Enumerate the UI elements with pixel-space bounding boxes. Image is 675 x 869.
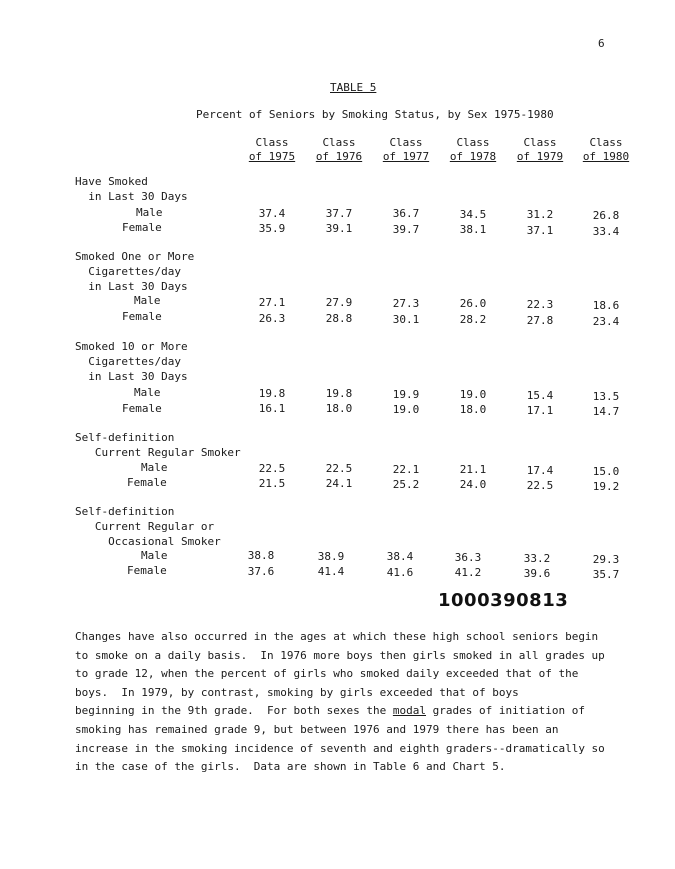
table-cell: 38.1 <box>459 223 487 236</box>
row-label: Male <box>134 294 161 307</box>
table-cell: 16.1 <box>258 402 286 415</box>
group-heading-line: Cigarettes/day <box>75 265 181 278</box>
table-cell: 22.5 <box>526 479 554 492</box>
table-cell: 19.8 <box>325 387 353 400</box>
table-cell: 28.8 <box>325 312 353 325</box>
table-cell: 30.1 <box>392 313 420 326</box>
group-heading-line: Self-definition <box>75 431 175 444</box>
table-cell: 21.1 <box>459 463 487 476</box>
col-header-1978-top: Class <box>456 136 490 149</box>
body-paragraph <box>75 628 635 777</box>
table-cell: 19.0 <box>392 403 420 416</box>
table-cell: 29.3 <box>592 553 620 566</box>
table-cell: 26.3 <box>258 312 286 325</box>
table-cell: 19.9 <box>392 388 420 401</box>
group-heading-line: Smoked 10 or More <box>75 340 188 353</box>
table-cell: 37.7 <box>325 207 353 220</box>
table-cell: 36.7 <box>392 207 420 220</box>
paragraph-text: beginning in the 9th grade. For both sexes the <box>75 704 393 718</box>
col-header-1976-top: Class <box>322 136 356 149</box>
table-cell: 27.9 <box>325 296 353 309</box>
table-cell: 34.5 <box>459 208 487 221</box>
table-cell: 37.6 <box>247 565 275 578</box>
table-cell: 18.0 <box>325 402 353 415</box>
col-header-1980-bottom: of 1980 <box>582 150 630 163</box>
paragraph-line: increase in the smoking incidence of seventh and eighth graders--dramatically so <box>75 741 605 755</box>
col-header-1975-bottom: of 1975 <box>248 150 296 163</box>
table-cell: 22.5 <box>325 462 353 475</box>
modal-term: modal <box>392 704 427 718</box>
table-cell: 13.5 <box>592 390 620 403</box>
table-cell: 14.7 <box>592 405 620 418</box>
table-label: TABLE 5 <box>330 81 377 94</box>
row-label: Female <box>122 310 162 323</box>
paragraph-line: to smoke on a daily basis. In 1976 more boys then girls smoked in all grades up <box>75 648 605 662</box>
group-heading-line: in Last 30 Days <box>75 370 188 383</box>
table-cell: 18.6 <box>592 299 620 312</box>
table-cell: 37.4 <box>258 207 286 220</box>
row-label: Female <box>127 564 167 577</box>
row-label: Male <box>136 206 163 219</box>
table-cell: 25.2 <box>392 478 420 491</box>
col-header-1978-bottom: of 1978 <box>449 150 497 163</box>
table-cell: 39.7 <box>392 223 420 236</box>
col-header-1980-top: Class <box>589 136 623 149</box>
group-heading-line: Occasional Smoker <box>75 535 221 548</box>
group-heading-line: Current Regular Smoker <box>75 446 241 459</box>
table-cell: 35.9 <box>258 222 286 235</box>
table-cell: 18.0 <box>459 403 487 416</box>
table-cell: 36.3 <box>454 551 482 564</box>
col-header-1979-top: Class <box>523 136 557 149</box>
table-title: Percent of Seniors by Smoking Status, by Sex 1975-1980 <box>196 108 554 121</box>
table-cell: 41.6 <box>386 566 414 579</box>
table-cell: 38.4 <box>386 550 414 563</box>
table-cell: 27.8 <box>526 314 554 327</box>
table-cell: 21.5 <box>258 477 286 490</box>
paragraph-line <box>75 702 635 721</box>
row-label: Male <box>134 386 161 399</box>
col-header-1976-bottom: of 1976 <box>315 150 363 163</box>
paragraph-line: smoking has remained grade 9, but between 1976 and 1979 there has been an <box>75 722 559 736</box>
row-label: Female <box>127 476 167 489</box>
table-cell: 41.4 <box>317 565 345 578</box>
table-cell: 22.3 <box>526 298 554 311</box>
table-cell: 39.1 <box>325 222 353 235</box>
table-cell: 33.4 <box>592 225 620 238</box>
group-heading-line: Have Smoked <box>75 175 148 188</box>
table-cell: 33.2 <box>523 552 551 565</box>
group-heading-line: Self-definition <box>75 505 175 518</box>
table-cell: 17.4 <box>526 464 554 477</box>
table-cell: 19.2 <box>592 480 620 493</box>
table-cell: 26.0 <box>459 297 487 310</box>
table-cell: 38.8 <box>247 549 275 562</box>
table-cell: 15.4 <box>526 389 554 402</box>
table-cell: 24.1 <box>325 477 353 490</box>
table-cell: 19.0 <box>459 388 487 401</box>
paragraph-line: Changes have also occurred in the ages at which these high school seniors begin <box>75 630 599 643</box>
table-cell: 37.1 <box>526 224 554 237</box>
row-label: Female <box>122 402 162 415</box>
table-cell: 27.1 <box>258 296 286 309</box>
row-label: Female <box>122 221 162 234</box>
table-cell: 27.3 <box>392 297 420 310</box>
paragraph-line: to grade 12, when the percent of girls who smoked daily exceeded that of the <box>75 667 579 681</box>
table-cell: 15.0 <box>592 465 620 478</box>
table-cell: 28.2 <box>459 313 487 326</box>
group-heading-line: Cigarettes/day <box>75 355 181 368</box>
table-cell: 22.1 <box>392 463 420 476</box>
group-heading-line: Smoked One or More <box>75 250 195 263</box>
paragraph-line: in the case of the girls. Data are shown in Table 6 and Chart 5. <box>75 760 506 774</box>
row-label: Male <box>141 549 168 562</box>
col-header-1977-top: Class <box>389 136 423 149</box>
group-heading-line: in Last 30 Days <box>75 280 188 293</box>
table-cell: 24.0 <box>459 478 487 491</box>
table-cell: 39.6 <box>523 567 551 580</box>
table-cell: 26.8 <box>592 209 620 222</box>
group-heading-line: Current Regular or <box>75 520 215 533</box>
col-header-1979-bottom: of 1979 <box>516 150 564 163</box>
table-cell: 23.4 <box>592 315 620 328</box>
table-cell: 31.2 <box>526 208 554 221</box>
paragraph-text: grades of initiation of <box>426 704 585 718</box>
table-cell: 35.7 <box>592 568 620 581</box>
table-cell: 22.5 <box>258 462 286 475</box>
table-cell: 17.1 <box>526 404 554 417</box>
page-number: 6 <box>598 37 605 50</box>
paragraph-line: boys. In 1979, by contrast, smoking by girls exceeded that of boys <box>75 685 519 699</box>
document-id: 1000390813 <box>438 590 569 611</box>
table-cell: 41.2 <box>454 566 482 579</box>
table-cell: 38.9 <box>317 550 345 563</box>
group-heading-line: in Last 30 Days <box>75 190 188 203</box>
col-header-1977-bottom: of 1977 <box>382 150 430 163</box>
table-cell: 19.8 <box>258 387 286 400</box>
row-label: Male <box>141 461 168 474</box>
col-header-1975-top: Class <box>255 136 289 149</box>
